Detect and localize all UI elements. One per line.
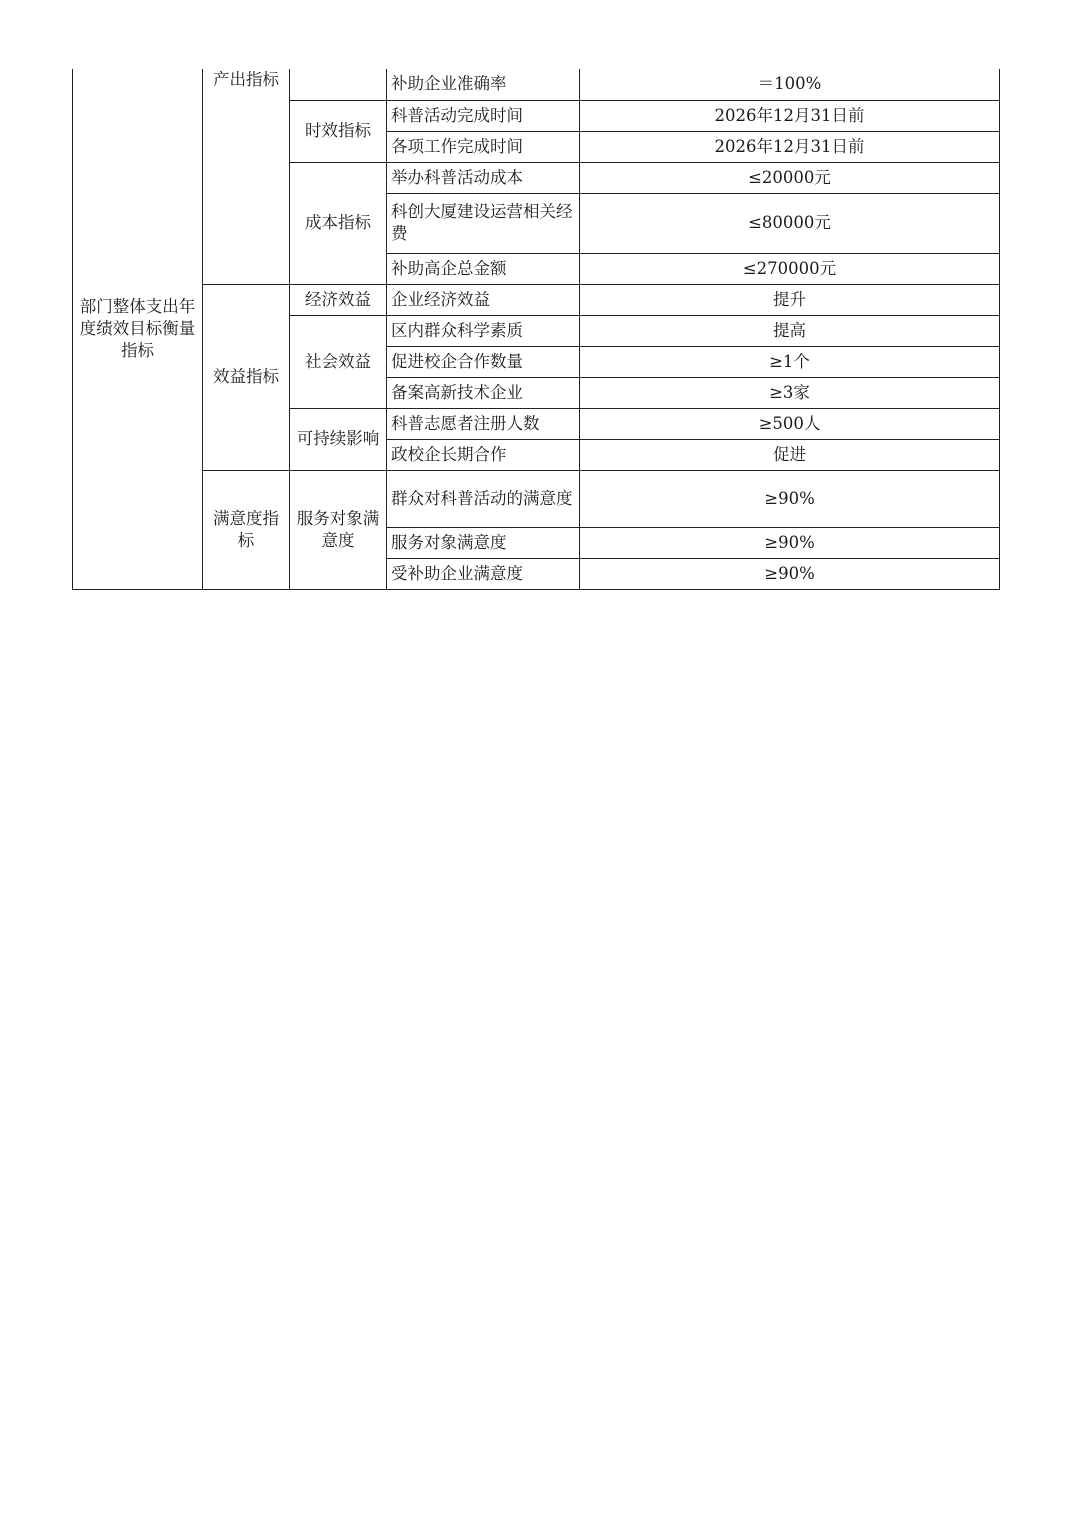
group-benefit: 效益指标: [203, 284, 290, 470]
indicator-value: 2026年12月31日前: [580, 100, 1000, 131]
subgroup-cost: 成本指标: [290, 162, 387, 284]
indicator-value: ≥90%: [580, 470, 1000, 527]
subgroup-economic: 经济效益: [290, 284, 387, 315]
indicator-name: 政校企长期合作: [387, 439, 580, 470]
indicator-name: 科普活动完成时间: [387, 100, 580, 131]
indicator-name: 群众对科普活动的满意度: [387, 470, 580, 527]
indicator-value: ≥3家: [580, 377, 1000, 408]
indicator-value: 提高: [580, 315, 1000, 346]
indicator-name: 科普志愿者注册人数: [387, 408, 580, 439]
indicator-value: ≥90%: [580, 558, 1000, 589]
indicator-value: ≥90%: [580, 527, 1000, 558]
group-satisfaction: 满意度指标: [203, 470, 290, 589]
group-output: 产出指标: [203, 69, 290, 284]
table-row: [73, 470, 1000, 527]
indicator-name: 各项工作完成时间: [387, 131, 580, 162]
indicator-name: 促进校企合作数量: [387, 346, 580, 377]
first-level-indicator: 部门整体支出年度绩效目标衡量指标: [73, 69, 203, 589]
indicator-name: 服务对象满意度: [387, 527, 580, 558]
table-row: [73, 284, 1000, 315]
indicator-name: 举办科普活动成本: [387, 162, 580, 193]
indicator-value: ≤20000元: [580, 162, 1000, 193]
indicator-name: 区内群众科学素质: [387, 315, 580, 346]
subgroup-social: 社会效益: [290, 315, 387, 408]
indicator-name: 补助高企总金额: [387, 253, 580, 284]
performance-indicator-table: [72, 69, 1000, 590]
indicator-name: 企业经济效益: [387, 284, 580, 315]
subgroup-sustainable: 可持续影响: [290, 408, 387, 470]
indicator-value: ≥500人: [580, 408, 1000, 439]
indicator-value: ≥1个: [580, 346, 1000, 377]
indicator-value: ≤270000元: [580, 253, 1000, 284]
subgroup-empty: [290, 69, 387, 100]
indicator-value: 促进: [580, 439, 1000, 470]
indicator-value: ≤80000元: [580, 193, 1000, 253]
indicator-name: 补助企业准确率: [387, 69, 580, 100]
indicator-value: 提升: [580, 284, 1000, 315]
indicator-name: 受补助企业满意度: [387, 558, 580, 589]
subgroup-timeliness: 时效指标: [290, 100, 387, 162]
indicator-name: 备案高新技术企业: [387, 377, 580, 408]
indicator-value: ＝100%: [580, 69, 1000, 100]
indicator-name: 科创大厦建设运营相关经费: [387, 193, 580, 253]
subgroup-service-satisfaction: 服务对象满意度: [290, 470, 387, 589]
table-row: [73, 69, 1000, 100]
indicator-value: 2026年12月31日前: [580, 131, 1000, 162]
